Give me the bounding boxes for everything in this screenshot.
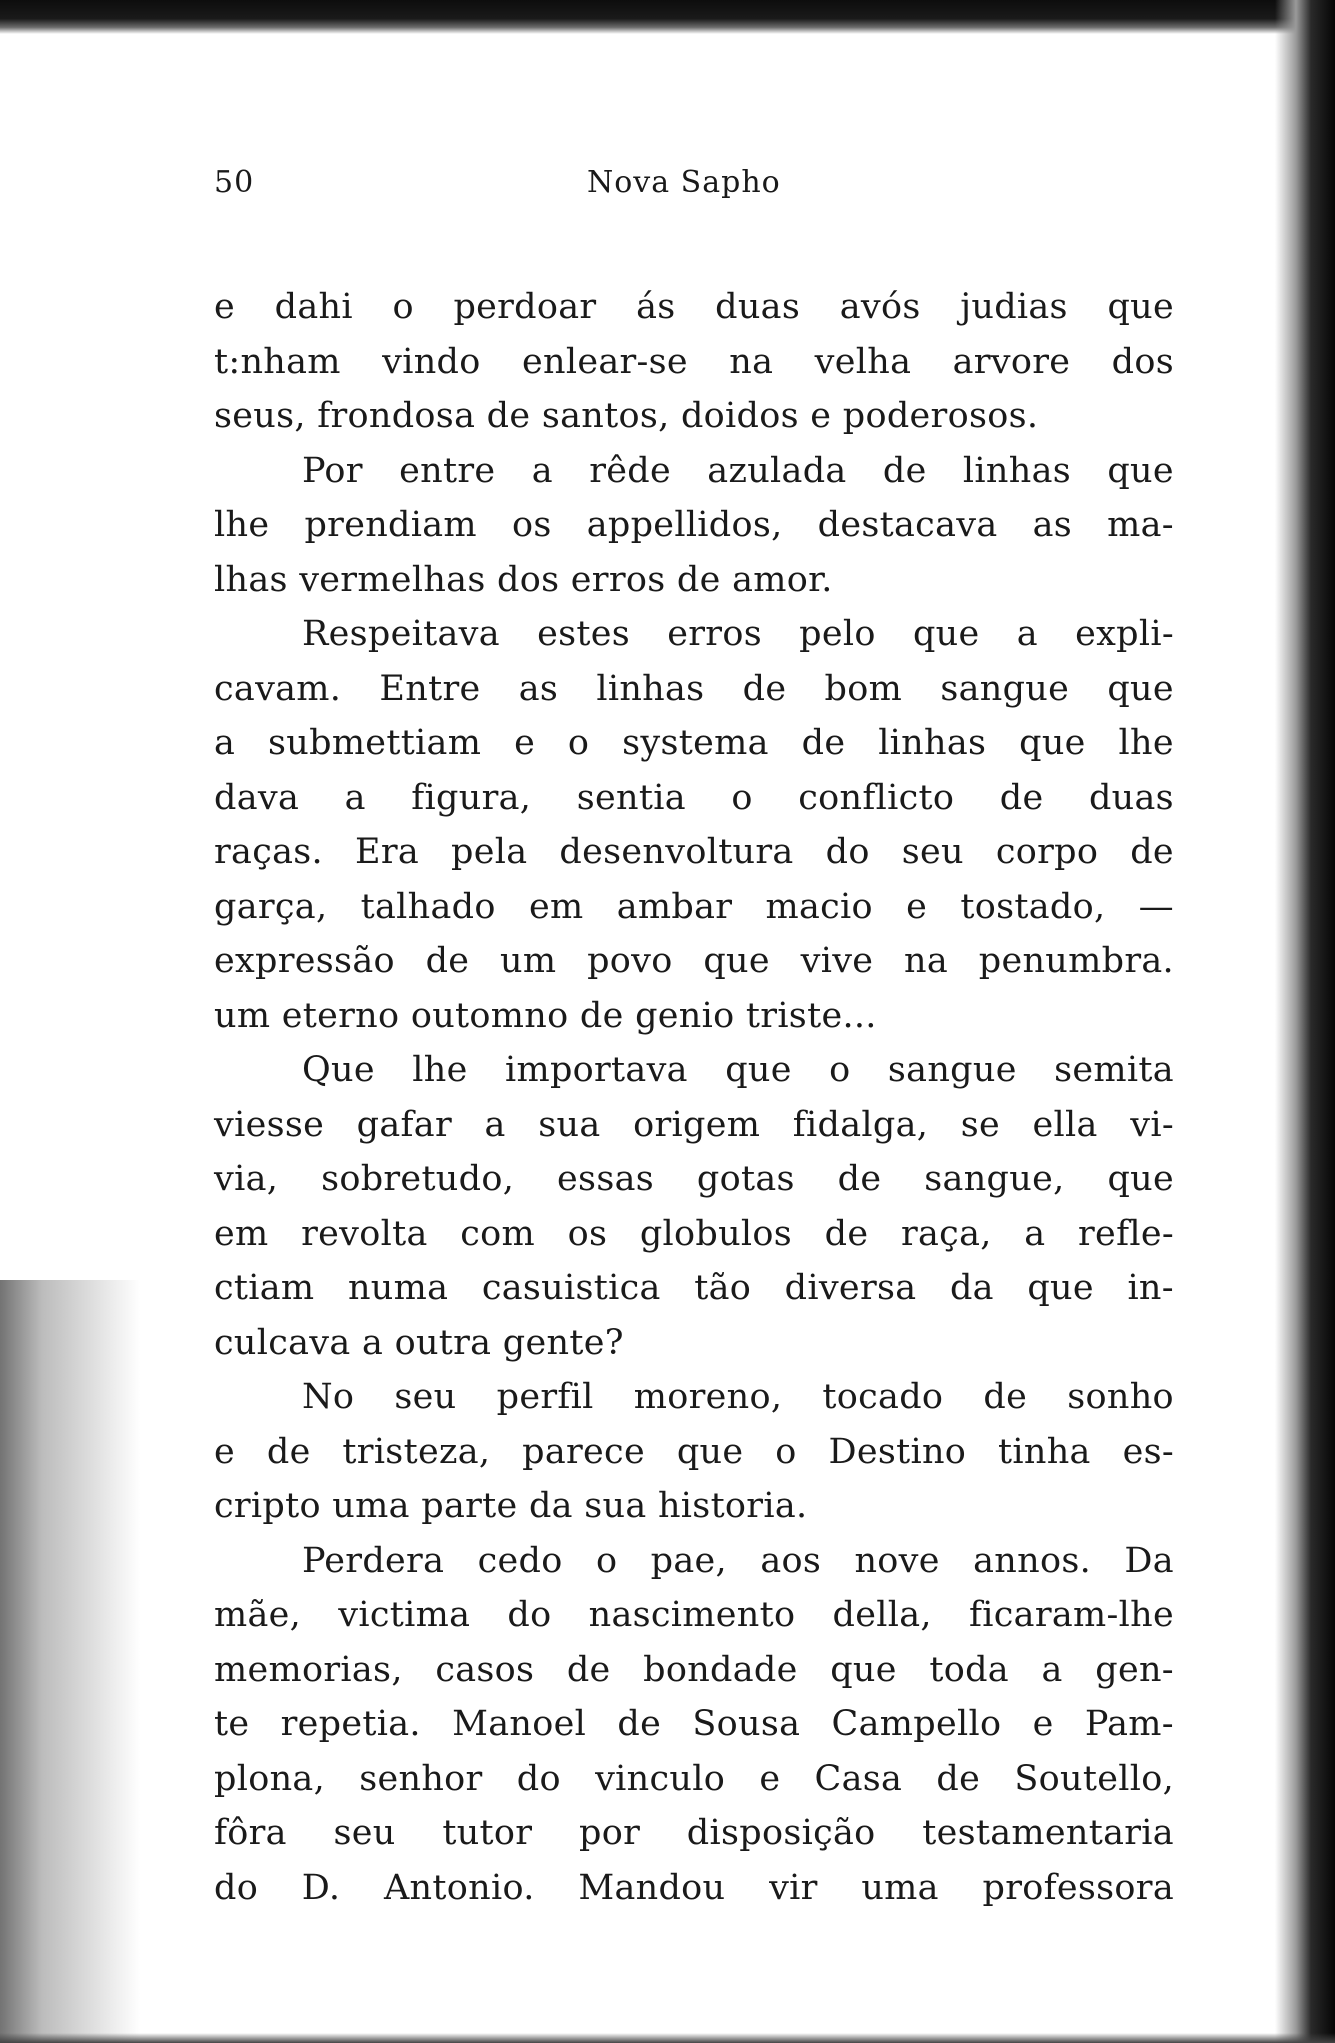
- word: No: [302, 1377, 355, 1417]
- word: Respeitava: [302, 614, 500, 654]
- text-line: [214, 451, 1174, 506]
- word: sonho: [1067, 1377, 1174, 1417]
- word: amor.: [732, 559, 833, 600]
- page-number: 50: [214, 165, 255, 200]
- word: gafar: [356, 1104, 452, 1145]
- word: a: [484, 1104, 506, 1145]
- scan-binding-edge: [1275, 0, 1335, 2043]
- word: sangue: [887, 1050, 1017, 1090]
- word: da: [528, 1486, 585, 1526]
- word: de: [266, 1431, 311, 1472]
- word: expressão: [214, 941, 395, 981]
- word: Campello: [831, 1704, 1002, 1744]
- word: refle-: [1078, 1213, 1174, 1254]
- word: que: [830, 1649, 897, 1690]
- word: outra: [394, 1322, 503, 1363]
- word: lhe: [412, 1050, 468, 1090]
- word: que: [912, 614, 980, 654]
- word: e: [759, 1758, 781, 1799]
- word: do: [825, 832, 870, 872]
- word: culcava: [214, 1322, 362, 1363]
- running-head: [214, 165, 1174, 205]
- word: velha: [814, 341, 912, 382]
- word: de: [882, 450, 927, 491]
- word: Mandou: [578, 1867, 726, 1908]
- word: uma: [332, 1486, 422, 1526]
- word: de: [486, 396, 542, 436]
- word: vermelhas: [299, 559, 498, 600]
- text-line: [214, 1432, 1174, 1487]
- word: desenvoltura: [559, 832, 794, 872]
- word: senhor: [359, 1758, 483, 1799]
- word: vir: [769, 1867, 818, 1908]
- word: bom: [824, 668, 903, 709]
- word: Sousa: [692, 1704, 801, 1744]
- word: parte: [421, 1486, 529, 1526]
- word: viesse: [214, 1104, 325, 1145]
- book-title: Nova Sapho: [587, 165, 781, 200]
- word: t:nham: [214, 341, 341, 382]
- text-line: [214, 560, 1174, 615]
- word: pae,: [650, 1540, 727, 1581]
- text-line: [214, 1759, 1174, 1814]
- word: tão: [694, 1268, 752, 1308]
- word: de: [676, 559, 733, 600]
- word: enlear-se: [521, 341, 688, 382]
- word: D.: [301, 1867, 341, 1908]
- word: eterno: [281, 995, 411, 1036]
- word: outomno: [410, 995, 580, 1036]
- word: de: [983, 1377, 1028, 1417]
- word: o: [567, 723, 590, 763]
- word: gente?: [502, 1322, 624, 1363]
- word: de: [1130, 832, 1174, 872]
- word: arvore: [952, 341, 1071, 382]
- word: as: [518, 668, 559, 709]
- word: diversa: [784, 1268, 917, 1308]
- scan-top-edge: [0, 0, 1335, 34]
- text-line: [214, 342, 1174, 397]
- word: pela: [451, 832, 528, 872]
- word: e: [906, 886, 928, 927]
- word: duas: [1088, 777, 1174, 818]
- word: semita: [1054, 1050, 1174, 1090]
- word: os: [567, 1213, 608, 1254]
- word: Pam-: [1084, 1704, 1174, 1744]
- word: bondade: [643, 1649, 798, 1690]
- word: moreno,: [633, 1377, 783, 1417]
- word: sua: [538, 1104, 601, 1145]
- word: memorias,: [214, 1649, 403, 1690]
- word: casuistica: [481, 1268, 661, 1308]
- text-line: [214, 1214, 1174, 1269]
- word: o: [392, 287, 414, 327]
- word: numa: [347, 1268, 449, 1308]
- word: vinculo: [595, 1758, 726, 1799]
- word: raça,: [900, 1213, 992, 1254]
- word: ella: [1032, 1104, 1098, 1145]
- text-line: [214, 1813, 1174, 1868]
- text-line: [214, 614, 1174, 669]
- word: ficaram-lhe: [969, 1595, 1174, 1635]
- word: cedo: [477, 1540, 563, 1581]
- word: penumbra.: [978, 941, 1174, 981]
- word: seu: [333, 1813, 396, 1853]
- word: sangue,: [924, 1159, 1065, 1199]
- word: garça,: [214, 886, 328, 927]
- text-line: [214, 1159, 1174, 1214]
- word: que: [1107, 668, 1174, 709]
- word: via,: [214, 1159, 279, 1199]
- word: linhas: [596, 668, 705, 709]
- word: nove: [854, 1540, 940, 1581]
- word: uma: [861, 1867, 939, 1908]
- text-line: [214, 941, 1174, 996]
- word: frondosa: [317, 396, 487, 436]
- word: as: [1032, 505, 1073, 545]
- word: que: [703, 941, 770, 981]
- word: tostado,: [960, 886, 1106, 927]
- word: e: [810, 396, 843, 436]
- word: da: [949, 1268, 994, 1308]
- word: origem: [633, 1104, 761, 1145]
- word: tutor: [442, 1813, 533, 1853]
- text-line: [214, 396, 1174, 451]
- text-line: [214, 832, 1174, 887]
- word: de: [579, 995, 636, 1036]
- word: Casa: [814, 1758, 903, 1799]
- word: na: [904, 941, 949, 981]
- scan-left-shadow: [0, 1280, 140, 2043]
- word: vindo: [382, 341, 481, 382]
- word: azulada: [707, 450, 847, 491]
- word: seus,: [214, 396, 318, 436]
- word: lhe: [1118, 723, 1174, 763]
- word: rêde: [589, 450, 671, 491]
- word: professora: [982, 1867, 1174, 1908]
- text-line: [214, 1868, 1174, 1923]
- text-line: [214, 505, 1174, 560]
- word: por: [579, 1813, 641, 1853]
- word: em: [528, 886, 584, 927]
- word: gen-: [1095, 1649, 1174, 1690]
- word: a: [531, 450, 553, 491]
- scan-bottom-edge: [0, 2033, 1335, 2043]
- word: parece: [522, 1431, 645, 1472]
- word: se: [960, 1104, 1000, 1145]
- word: sobretudo,: [321, 1159, 515, 1199]
- text-line: [214, 996, 1174, 1051]
- word: tocado: [822, 1377, 944, 1417]
- word: os: [512, 505, 552, 545]
- word: de: [837, 1159, 882, 1199]
- word: —: [1138, 886, 1174, 927]
- word: a: [1024, 1213, 1046, 1254]
- word: historia.: [657, 1486, 808, 1526]
- word: seu: [901, 832, 964, 872]
- word: lhe: [214, 505, 270, 545]
- word: erros: [667, 614, 762, 654]
- text-line: [214, 887, 1174, 942]
- word: dos: [1111, 341, 1174, 382]
- word: a: [344, 777, 366, 818]
- word: linhas: [962, 450, 1072, 491]
- word: destacava: [817, 505, 998, 545]
- word: lhas: [214, 559, 300, 600]
- word: povo: [587, 941, 673, 981]
- word: Por: [302, 450, 363, 491]
- word: do: [507, 1595, 552, 1635]
- word: e: [514, 723, 536, 763]
- text-line: [214, 1486, 1174, 1541]
- word: es-: [1122, 1431, 1174, 1472]
- word: que: [1019, 723, 1086, 763]
- word: della,: [832, 1595, 932, 1635]
- text-line: [214, 723, 1174, 778]
- body-text: [214, 287, 1174, 1922]
- word: entre: [399, 450, 496, 491]
- word: fidalga,: [792, 1104, 929, 1145]
- word: a: [1041, 1649, 1063, 1690]
- word: linhas: [878, 723, 987, 763]
- word: doidos: [680, 396, 811, 436]
- word: nascimento: [588, 1595, 796, 1635]
- word: macio: [765, 886, 873, 927]
- word: do: [516, 1758, 561, 1799]
- word: corpo: [995, 832, 1099, 872]
- word: raças.: [214, 832, 323, 872]
- text-line: [214, 287, 1174, 342]
- word: sangue: [940, 668, 1070, 709]
- word: que: [1027, 1268, 1094, 1308]
- word: Manoel: [452, 1704, 587, 1744]
- word: o: [595, 1540, 618, 1581]
- word: de: [936, 1758, 981, 1799]
- word: submettiam: [268, 723, 482, 763]
- text-line: [214, 1105, 1174, 1160]
- word: de: [425, 941, 470, 981]
- word: estes: [537, 614, 631, 654]
- word: tristeza,: [342, 1431, 491, 1472]
- text-line: [214, 1650, 1174, 1705]
- word: seu: [394, 1377, 457, 1417]
- text-line: [214, 1323, 1174, 1378]
- word: toda: [929, 1649, 1009, 1690]
- word: talhado: [360, 886, 496, 927]
- word: em: [214, 1213, 269, 1254]
- word: disposição: [686, 1813, 876, 1853]
- word: erros: [570, 559, 677, 600]
- word: o: [829, 1050, 851, 1090]
- word: que: [1107, 450, 1174, 491]
- word: Antonio.: [383, 1867, 535, 1908]
- word: Entre: [379, 668, 481, 709]
- word: sentia: [576, 777, 686, 818]
- word: Destino: [828, 1431, 967, 1472]
- word: de: [742, 668, 787, 709]
- word: testamentaria: [922, 1813, 1174, 1853]
- word: pelo: [799, 614, 876, 654]
- word: a: [1016, 614, 1038, 654]
- word: um: [214, 995, 282, 1036]
- word: ctiam: [214, 1268, 315, 1308]
- word: e: [214, 287, 236, 327]
- word: que: [1107, 1159, 1174, 1199]
- word: avós: [839, 287, 921, 327]
- word: victima: [338, 1595, 471, 1635]
- word: appellidos,: [586, 505, 783, 545]
- word: repetia.: [280, 1704, 421, 1744]
- word: duas: [715, 287, 801, 327]
- word: dos: [497, 559, 571, 600]
- word: que: [725, 1050, 792, 1090]
- word: cripto: [214, 1486, 333, 1526]
- word: cavam.: [214, 668, 342, 709]
- word: triste...: [745, 995, 877, 1036]
- word: na: [729, 341, 774, 382]
- text-line: [214, 669, 1174, 724]
- word: globulos: [639, 1213, 793, 1254]
- word: annos.: [973, 1540, 1092, 1581]
- word: o: [731, 777, 753, 818]
- word: gotas: [696, 1159, 795, 1199]
- word: sua: [584, 1486, 658, 1526]
- text-line: [214, 778, 1174, 833]
- word: de: [566, 1649, 611, 1690]
- word: revolta: [301, 1213, 428, 1254]
- word: santos,: [541, 396, 681, 436]
- word: vive: [800, 941, 874, 981]
- word: aos: [760, 1540, 822, 1581]
- word: importava: [504, 1050, 688, 1090]
- word: o: [775, 1431, 797, 1472]
- word: de: [801, 723, 846, 763]
- word: judias: [960, 287, 1068, 327]
- word: poderosos.: [842, 396, 1039, 436]
- word: dahi: [274, 287, 353, 327]
- word: com: [460, 1213, 535, 1254]
- word: Soutello,: [1014, 1758, 1174, 1799]
- text-line: [214, 1704, 1174, 1759]
- word: dava: [214, 777, 300, 818]
- word: Que: [302, 1050, 375, 1090]
- word: expli-: [1075, 614, 1174, 654]
- word: e: [1032, 1704, 1054, 1744]
- word: fôra: [214, 1813, 287, 1853]
- word: e: [214, 1431, 236, 1472]
- word: systema: [622, 723, 769, 763]
- word: que: [676, 1431, 744, 1472]
- word: vi-: [1130, 1104, 1174, 1145]
- word: te: [214, 1704, 250, 1744]
- word: essas: [557, 1159, 655, 1199]
- word: de: [617, 1704, 662, 1744]
- word: in-: [1127, 1268, 1174, 1308]
- word: ma-: [1107, 505, 1174, 545]
- word: do: [214, 1867, 259, 1908]
- text-line: [214, 1377, 1174, 1432]
- text-line: [214, 1268, 1174, 1323]
- word: tinha: [998, 1431, 1091, 1472]
- word: Da: [1124, 1540, 1174, 1581]
- word: ás: [636, 287, 676, 327]
- word: plona,: [214, 1758, 326, 1799]
- text-line: [214, 1595, 1174, 1650]
- text-line: [214, 1541, 1174, 1596]
- word: perdoar: [453, 287, 597, 327]
- word: conflicto: [798, 777, 955, 818]
- word: que: [1107, 287, 1174, 327]
- word: prendiam: [304, 505, 477, 545]
- word: um: [500, 941, 557, 981]
- text-line: [214, 1050, 1174, 1105]
- word: de: [824, 1213, 869, 1254]
- word: ambar: [616, 886, 733, 927]
- word: casos: [435, 1649, 535, 1690]
- word: figura,: [411, 777, 532, 818]
- word: perfil: [496, 1377, 594, 1417]
- word: de: [999, 777, 1044, 818]
- word: genio: [635, 995, 746, 1036]
- word: a: [214, 723, 236, 763]
- word: Era: [354, 832, 420, 872]
- word: a: [361, 1322, 395, 1363]
- word: mãe,: [214, 1595, 302, 1635]
- word: Perdera: [302, 1540, 445, 1581]
